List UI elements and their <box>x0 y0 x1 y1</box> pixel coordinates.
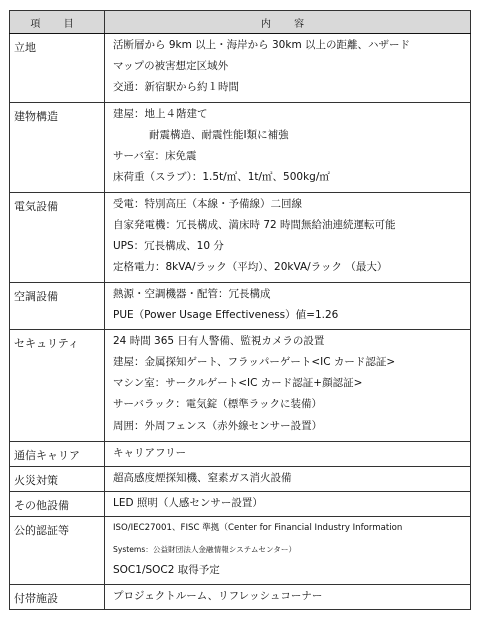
content-line: プロジェクトルーム、リフレッシュコーナー <box>113 590 323 603</box>
table-row <box>10 441 471 466</box>
content-line: LED 照明（人感センサー設置） <box>113 496 263 509</box>
row-item-label: 空調設備 <box>10 283 105 330</box>
content-line: 周囲：外周フェンス（赤外線センサー設置） <box>113 419 323 432</box>
content-line: 建屋：金属探知ゲート、フラッパーゲート<IC カード認証> <box>113 355 396 368</box>
row-content <box>105 283 471 330</box>
content-line: 自家発電機：冗長構成、満床時 72 時間無給油連続運転可能 <box>113 219 396 231</box>
content-line: サーバラック：電気錠（標準ラックに装備） <box>113 398 323 411</box>
content-line: 床荷重（スラブ）：1.5t/㎡、1t/㎡、500kg/㎡ <box>113 171 330 184</box>
content-line: PUE（Power Usage Effectiveness）値=1.26 <box>113 309 339 322</box>
row-content <box>105 34 471 103</box>
row-content <box>105 491 471 516</box>
content-line: 耐震構造、耐震性能Ⅰ類に補強 <box>149 128 289 141</box>
row-content <box>105 585 471 610</box>
facility-spec-table <box>9 10 471 610</box>
row-item-label: 付帯施設 <box>10 585 105 610</box>
table-row <box>10 466 471 491</box>
row-item-label: その他設備 <box>10 491 105 516</box>
row-content <box>105 102 471 192</box>
content-line: マップの被害想定区域外 <box>113 60 229 73</box>
content-line: 熱源・空調機器・配管：冗長構成 <box>113 288 271 301</box>
table-row <box>10 516 471 585</box>
content-line: サーバ室：床免震 <box>113 149 197 162</box>
content-line: SOC1/SOC2 取得予定 <box>113 563 220 576</box>
content-line: ISO/IEC27001、FISC 準拠（Center for Financial Industry Information <box>113 522 403 533</box>
content-line: キャリアフリー <box>113 446 187 459</box>
row-content <box>105 192 471 282</box>
table-row <box>10 283 471 330</box>
header-item: 項 目 <box>10 11 105 34</box>
row-item-label: 電気設備 <box>10 192 105 282</box>
row-item-label: 立地 <box>10 34 105 103</box>
content-line: 24 時間 365 日有人警備、監視カメラの設置 <box>113 334 325 347</box>
row-item-label: 火災対策 <box>10 466 105 491</box>
table-row <box>10 102 471 192</box>
table-row <box>10 329 471 441</box>
table-header-row <box>10 11 471 34</box>
content-line: UPS：冗長構成、10 分 <box>113 240 224 253</box>
row-content <box>105 329 471 441</box>
header-content: 内 容 <box>105 11 471 34</box>
row-content <box>105 466 471 491</box>
table-row <box>10 585 471 610</box>
content-line: Systems：公益財団法人金融情報システムセンター） <box>113 544 297 554</box>
content-line: 超高感度煙探知機、窒素ガス消火設備 <box>113 471 292 484</box>
row-item-label: 建物構造 <box>10 102 105 192</box>
table-row <box>10 491 471 516</box>
table-row <box>10 192 471 282</box>
content-line: 活断層から 9km 以上・海岸から 30km 以上の距離、ハザード <box>113 39 411 51</box>
row-content <box>105 441 471 466</box>
table-row <box>10 34 471 103</box>
content-line: 定格電力：8kVA/ラック（平均）、20kVA/ラック （最大） <box>113 261 388 274</box>
row-content <box>105 516 471 585</box>
row-item-label: 公的認証等 <box>10 516 105 585</box>
content-line: 交通：新宿駅から約１時間 <box>113 81 239 94</box>
table-body <box>10 34 471 610</box>
content-line: 受電：特別高圧（本線・予備線）二回線 <box>113 197 302 210</box>
content-line: 建屋：地上４階建て <box>113 107 208 120</box>
content-line: マシン室：サークルゲート<IC カード認証+顔認証> <box>113 377 363 390</box>
spec-sheet <box>9 10 471 610</box>
row-item-label: セキュリティ <box>10 329 105 441</box>
row-item-label: 通信キャリア <box>10 441 105 466</box>
